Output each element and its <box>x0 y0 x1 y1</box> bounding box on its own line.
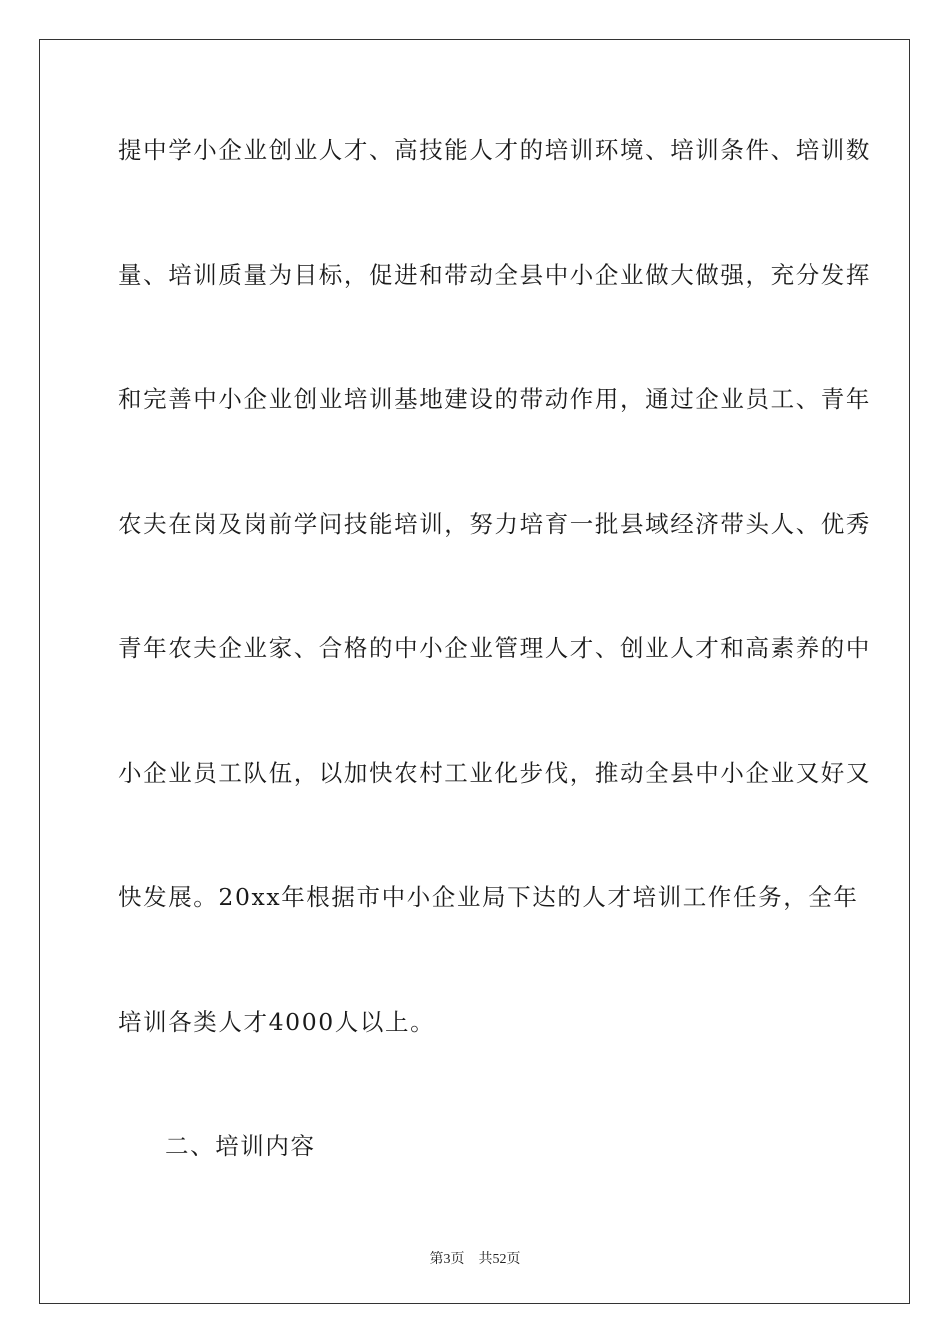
body-line: 和完善中小企业创业培训基地建设的带动作用，通过企业员工、青年 <box>118 385 871 413</box>
section-heading: 二、培训内容 <box>165 1132 316 1160</box>
body-line: 农夫在岗及岗前学问技能培训，努力培育一批县域经济带头人、优秀 <box>118 509 871 538</box>
body-line: 提中学小企业创业人才、高技能人才的培训环境、培训条件、培训数 <box>118 136 871 164</box>
page-footer <box>0 1248 950 1268</box>
page-number: 第3页 <box>429 1252 465 1267</box>
body-line: 量、培训质量为目标，促进和带动全县中小企业做大做强，充分发挥 <box>118 260 871 289</box>
body-line: 快发展。20xx年根据市中小企业局下达的人才培训工作任务，全年 <box>118 883 859 911</box>
document-body <box>118 130 871 1251</box>
page-total: 共52页 <box>478 1252 521 1267</box>
body-line: 培训各类人才4000人以上。 <box>118 1007 436 1036</box>
body-line: 小企业员工队伍，以加快农村工业化步伐，推动全县中小企业又好又 <box>118 758 871 787</box>
body-line: 青年农夫企业家、合格的中小企业管理人才、创业人才和高素养的中 <box>118 634 871 662</box>
